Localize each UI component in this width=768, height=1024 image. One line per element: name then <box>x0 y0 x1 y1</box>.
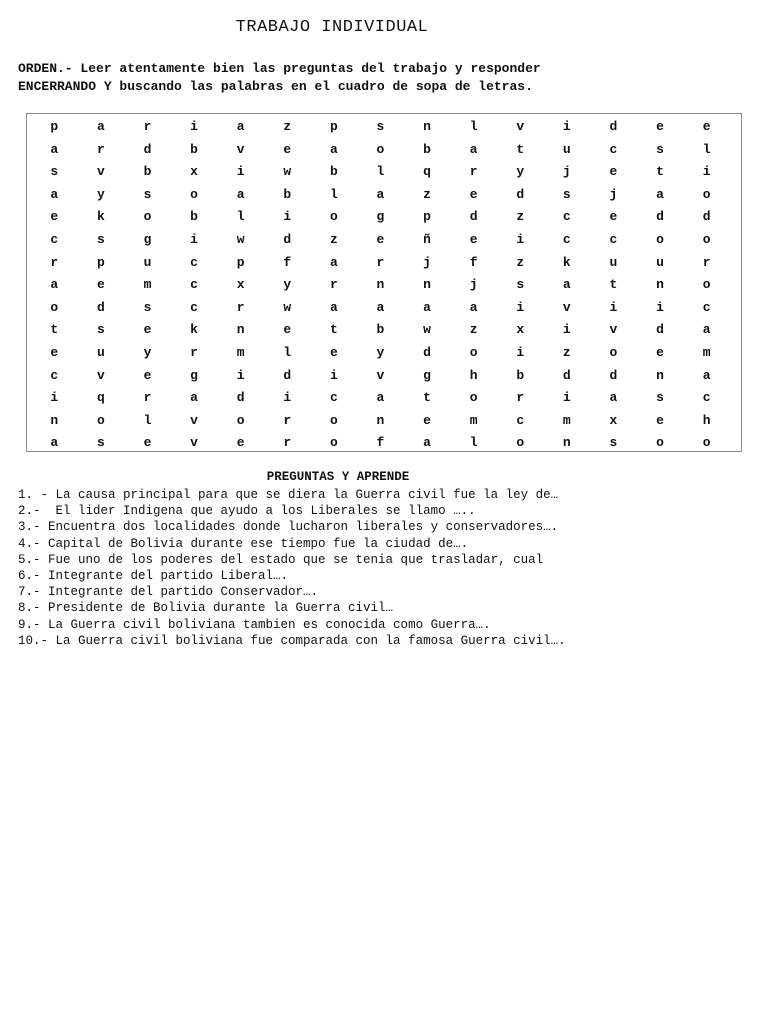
word-search-cell: x <box>236 277 245 293</box>
word-search-cell: v <box>96 367 105 383</box>
word-search-cell: u <box>562 141 571 157</box>
word-search-cell: d <box>516 186 525 202</box>
word-search-cell: w <box>236 231 245 247</box>
word-search-cell: e <box>283 141 292 157</box>
word-search-cell: o <box>143 209 152 225</box>
word-search-cell: e <box>609 209 618 225</box>
word-search-cell: e <box>469 186 478 202</box>
word-search-cell: i <box>516 299 525 315</box>
word-search-cell: m <box>236 344 245 360</box>
word-search-cell: e <box>656 119 664 134</box>
word-search-cell: i <box>283 209 292 225</box>
word-search-cell: a <box>50 186 59 202</box>
word-search-cell: i <box>283 390 292 406</box>
word-search-cell: z <box>329 231 338 247</box>
word-search-cell: s <box>656 141 664 157</box>
word-search-cell: c <box>562 231 571 247</box>
word-search-cell: n <box>656 367 664 383</box>
word-search-cell: v <box>190 412 198 428</box>
word-search-cell: d <box>283 231 292 247</box>
word-search-cell: j <box>609 186 618 202</box>
questions-list <box>18 487 758 649</box>
word-search-cell: a <box>329 299 338 315</box>
word-search-cell: e <box>329 344 338 360</box>
word-search-cell: o <box>609 344 618 360</box>
word-search-cell: v <box>609 322 618 338</box>
word-search-cell: w <box>283 299 292 315</box>
word-search-cell: x <box>516 322 525 338</box>
word-search-cell: s <box>96 231 105 247</box>
word-search-cell: r <box>190 344 198 360</box>
question-item: 10.- La Guerra civil boliviana fue comparada con la famosa Guerra civil…. <box>18 633 566 648</box>
word-search-cell: l <box>702 141 711 157</box>
word-search-cell: c <box>190 277 198 293</box>
word-search-cell: p <box>50 119 59 134</box>
word-search-cell: b <box>190 141 198 157</box>
word-search-cell: w <box>283 164 292 180</box>
word-search-cell: a <box>609 390 618 406</box>
word-search-cell: c <box>190 299 198 315</box>
word-search-cell: a <box>96 119 105 134</box>
word-search-cell: v <box>562 299 571 315</box>
word-search-cell: d <box>656 322 664 338</box>
word-search-cell: a <box>50 277 59 293</box>
word-search-cell: s <box>96 322 105 338</box>
word-search-cell: o <box>376 141 385 157</box>
word-search-cell: n <box>656 277 664 293</box>
document-title: TRABAJO INDIVIDUAL <box>235 18 429 37</box>
word-search-cell: d <box>143 141 152 157</box>
word-search-cell: a <box>50 141 59 157</box>
word-search-cell: q <box>96 390 105 406</box>
word-search-cell: c <box>609 231 618 247</box>
question-item: 2.- El lider Indigena que ayudo a los Liberales se llamo ….. <box>18 504 476 519</box>
instructions-line-2: ENCERRANDO Y buscando las palabras en el cuadro de sopa de letras. <box>18 78 533 94</box>
word-search-cell: e <box>50 209 59 225</box>
word-search-cell: n <box>236 322 245 338</box>
word-search-cell: f <box>283 254 292 270</box>
word-search-cell: e <box>656 412 664 428</box>
word-search-cell: i <box>50 390 59 406</box>
word-search-cell: l <box>329 186 338 202</box>
word-search-cell: s <box>96 435 105 451</box>
word-search-cell: r <box>516 390 525 406</box>
question-item: 6.- Integrante del partido Liberal…. <box>18 569 289 584</box>
word-search-cell: r <box>283 435 292 451</box>
word-search-cell: l <box>469 435 478 451</box>
word-search-cell: o <box>50 299 59 315</box>
word-search-cell: e <box>609 164 618 180</box>
word-search-cell: l <box>283 344 292 360</box>
word-search-cell: a <box>423 435 431 451</box>
word-search-cell: r <box>143 390 152 406</box>
word-search-cell: d <box>283 367 292 383</box>
question-item: 1. - La causa principal para que se diera la Guerra civil fue la ley de… <box>18 488 559 502</box>
word-search-cell: d <box>656 209 664 225</box>
word-search-cell: m <box>469 412 478 428</box>
word-search-cell: m <box>702 344 711 360</box>
word-search-cell: y <box>516 164 525 180</box>
word-search-cell: o <box>702 186 711 202</box>
word-search-cell: d <box>469 209 478 225</box>
word-search-cell: i <box>702 164 711 180</box>
word-search-cell: a <box>329 254 338 270</box>
word-search-cell: t <box>656 164 664 180</box>
word-search-cell: a <box>656 186 664 202</box>
word-search-cell: x <box>190 164 198 180</box>
word-search-cell: e <box>702 119 711 134</box>
word-search-cell: v <box>376 367 385 383</box>
word-search-cell: i <box>236 367 245 383</box>
word-search-cell: e <box>143 367 152 383</box>
word-search-grid <box>31 116 730 455</box>
word-search-cell: x <box>609 412 618 428</box>
word-search-cell: g <box>423 367 431 383</box>
word-search-cell: z <box>283 119 292 134</box>
word-search-cell: b <box>283 186 292 202</box>
word-search-cell: u <box>609 254 618 270</box>
word-search-cell: l <box>143 412 152 428</box>
word-search-cell: b <box>376 322 385 338</box>
word-search-cell: a <box>329 141 338 157</box>
instructions-line-1: ORDEN.- Leer atentamente bien las preguntas del trabajo y responder <box>18 61 541 76</box>
word-search-cell: c <box>562 209 571 225</box>
word-search-cell: v <box>190 435 198 451</box>
word-search-cell: i <box>516 231 525 247</box>
word-search-cell: o <box>516 435 525 451</box>
word-search-cell: a <box>423 299 431 315</box>
word-search-cell: o <box>329 435 338 451</box>
word-search-cell: s <box>50 164 59 180</box>
word-search-cell: g <box>143 231 152 247</box>
word-search-cell: r <box>376 254 385 270</box>
word-search-cell: a <box>702 322 711 338</box>
question-item: 4.- Capital de Bolivia durante ese tiempo fue la ciudad de…. <box>18 536 469 551</box>
word-search-cell: e <box>423 412 431 428</box>
word-search-cell: o <box>656 435 664 451</box>
word-search-cell: a <box>469 299 478 315</box>
word-search-cell: y <box>283 277 292 293</box>
word-search-cell: a <box>236 186 245 202</box>
word-search-cell: t <box>516 141 525 157</box>
word-search-cell: a <box>236 119 245 134</box>
word-search-cell: v <box>96 164 105 180</box>
word-search-cell: o <box>702 277 711 293</box>
word-search-cell: i <box>609 299 618 315</box>
question-item: 7.- Integrante del partido Conservador…. <box>18 585 319 600</box>
word-search-cell: t <box>609 277 618 293</box>
word-search-cell: y <box>143 344 152 360</box>
word-search-cell: p <box>423 209 431 225</box>
question-item: 5.- Fue uno de los poderes del estado que se tenia que trasladar, cual <box>18 552 544 567</box>
word-search-cell: s <box>143 299 152 315</box>
word-search-cell: i <box>236 164 245 180</box>
word-search-cell: o <box>702 435 711 451</box>
word-search-cell: k <box>190 322 198 338</box>
word-search-cell: l <box>376 164 385 180</box>
word-search-cell: r <box>283 412 292 428</box>
word-search-cell: d <box>609 367 618 383</box>
word-search-cell: z <box>516 209 525 225</box>
word-search-cell: c <box>190 254 198 270</box>
word-search-cell: j <box>423 254 431 270</box>
word-search-cell: s <box>143 186 152 202</box>
word-search-cell: o <box>702 231 711 247</box>
word-search-cell: z <box>562 344 571 360</box>
question-item: 9.- La Guerra civil boliviana tambien es conocida como Guerra…. <box>18 617 491 632</box>
word-search-cell: b <box>329 164 338 180</box>
word-search-cell: i <box>562 390 571 406</box>
word-search-cell: q <box>423 164 431 180</box>
word-search-cell: n <box>562 435 571 451</box>
word-search-cell: n <box>376 412 385 428</box>
instructions <box>18 60 758 95</box>
word-search-cell: d <box>609 119 618 134</box>
word-search-cell: n <box>423 277 431 293</box>
word-search-cell: a <box>376 299 385 315</box>
word-search-cell: o <box>469 344 478 360</box>
word-search-cell: z <box>423 186 431 202</box>
word-search-cell: k <box>562 254 571 270</box>
word-search-cell: g <box>376 209 385 225</box>
word-search-cell: s <box>656 390 664 406</box>
word-search-cell: i <box>516 344 525 360</box>
question-item: 3.- Encuentra dos localidades donde lucharon liberales y conservadores…. <box>18 520 559 535</box>
word-search-cell: c <box>702 299 711 315</box>
word-search-cell: n <box>376 277 385 293</box>
word-search-cell: r <box>236 299 245 315</box>
word-search-cell: u <box>96 344 105 360</box>
word-search-cell: g <box>190 367 198 383</box>
word-search-cell: m <box>143 277 152 293</box>
word-search-cell: e <box>236 435 245 451</box>
word-search-cell: d <box>562 367 571 383</box>
word-search-cell: i <box>656 299 664 315</box>
word-search-cell: i <box>329 367 338 383</box>
word-search-cell: i <box>562 322 571 338</box>
word-search-cell: m <box>562 412 571 428</box>
word-search-cell: d <box>423 344 431 360</box>
word-search-cell: a <box>50 435 59 451</box>
word-search-cell: c <box>50 367 59 383</box>
word-search-cell: c <box>329 390 338 406</box>
word-search-cell: c <box>516 412 525 428</box>
word-search-cell: a <box>562 277 571 293</box>
word-search-cell: v <box>236 141 245 157</box>
word-search-cell: o <box>329 412 338 428</box>
word-search-cell: r <box>143 119 152 134</box>
word-search-cell: e <box>469 231 478 247</box>
word-search-cell: a <box>702 367 711 383</box>
word-search-cell: e <box>50 344 59 360</box>
word-search-cell: e <box>656 344 664 360</box>
word-search-cell: r <box>329 277 338 293</box>
word-search-cell: y <box>96 186 105 202</box>
word-search-cell: o <box>329 209 338 225</box>
word-search-cell: s <box>376 119 385 134</box>
word-search-cell: t <box>423 390 431 406</box>
word-search-cell: r <box>469 164 478 180</box>
word-search-cell: a <box>190 390 198 406</box>
word-search-cell: r <box>702 254 711 270</box>
word-search-cell: e <box>96 277 105 293</box>
word-search-cell: t <box>50 322 59 338</box>
word-search-cell: w <box>423 322 431 338</box>
word-search-cell: v <box>516 119 525 134</box>
word-search-cell: r <box>50 254 59 270</box>
word-search-cell: d <box>702 209 711 225</box>
word-search-cell: e <box>376 231 385 247</box>
word-search-cell: b <box>423 141 431 157</box>
word-search-cell: b <box>516 367 525 383</box>
word-search-cell: a <box>376 186 385 202</box>
word-search-cell: z <box>469 322 478 338</box>
word-search-cell: e <box>143 322 152 338</box>
word-search-cell: p <box>96 254 105 270</box>
word-search-cell: z <box>516 254 525 270</box>
question-item: 8.- Presidente de Bolivia durante la Guerra civil… <box>18 601 394 616</box>
word-search-cell: n <box>50 412 59 428</box>
word-search-cell: p <box>329 119 338 134</box>
word-search-cell: n <box>423 119 431 134</box>
word-search-cell: i <box>562 119 571 134</box>
word-search-cell: t <box>329 322 338 338</box>
word-search-cell: y <box>376 344 385 360</box>
word-search-cell: a <box>469 141 478 157</box>
word-search-cell: d <box>236 390 245 406</box>
word-search-cell: e <box>283 322 292 338</box>
word-search-cell: j <box>469 277 478 293</box>
word-search-cell: o <box>469 390 478 406</box>
questions-heading: PREGUNTAS Y APRENDE <box>266 470 410 484</box>
word-search-cell: h <box>469 367 478 383</box>
word-search-cell: ñ <box>423 231 431 247</box>
word-search-cell: o <box>96 412 105 428</box>
word-search-cell: b <box>143 164 152 180</box>
word-search-cell: u <box>656 254 664 270</box>
word-search-cell: c <box>702 390 711 406</box>
word-search-cell: c <box>609 141 618 157</box>
word-search-cell: o <box>190 186 198 202</box>
word-search-cell: s <box>516 277 525 293</box>
word-search-cell: h <box>702 412 711 428</box>
word-search-cell: e <box>143 435 152 451</box>
word-search-cell: p <box>236 254 245 270</box>
word-search-cell: a <box>376 390 385 406</box>
word-search-cell: l <box>469 119 478 134</box>
word-search-cell: s <box>609 435 618 451</box>
word-search-cell: i <box>190 119 198 134</box>
word-search-cell: r <box>96 141 105 157</box>
word-search-cell: b <box>190 209 198 225</box>
word-search-cell: j <box>562 164 571 180</box>
word-search-cell: i <box>190 231 198 247</box>
word-search-cell: k <box>96 209 105 225</box>
word-search-cell: f <box>376 435 385 451</box>
word-search-cell: o <box>656 231 664 247</box>
word-search-cell: o <box>236 412 245 428</box>
word-search-cell: l <box>236 209 245 225</box>
word-search-cell: f <box>469 254 478 270</box>
word-search-cell: u <box>143 254 152 270</box>
word-search-cell: c <box>50 231 59 247</box>
word-search-cell: s <box>562 186 571 202</box>
word-search-cell: d <box>96 299 105 315</box>
